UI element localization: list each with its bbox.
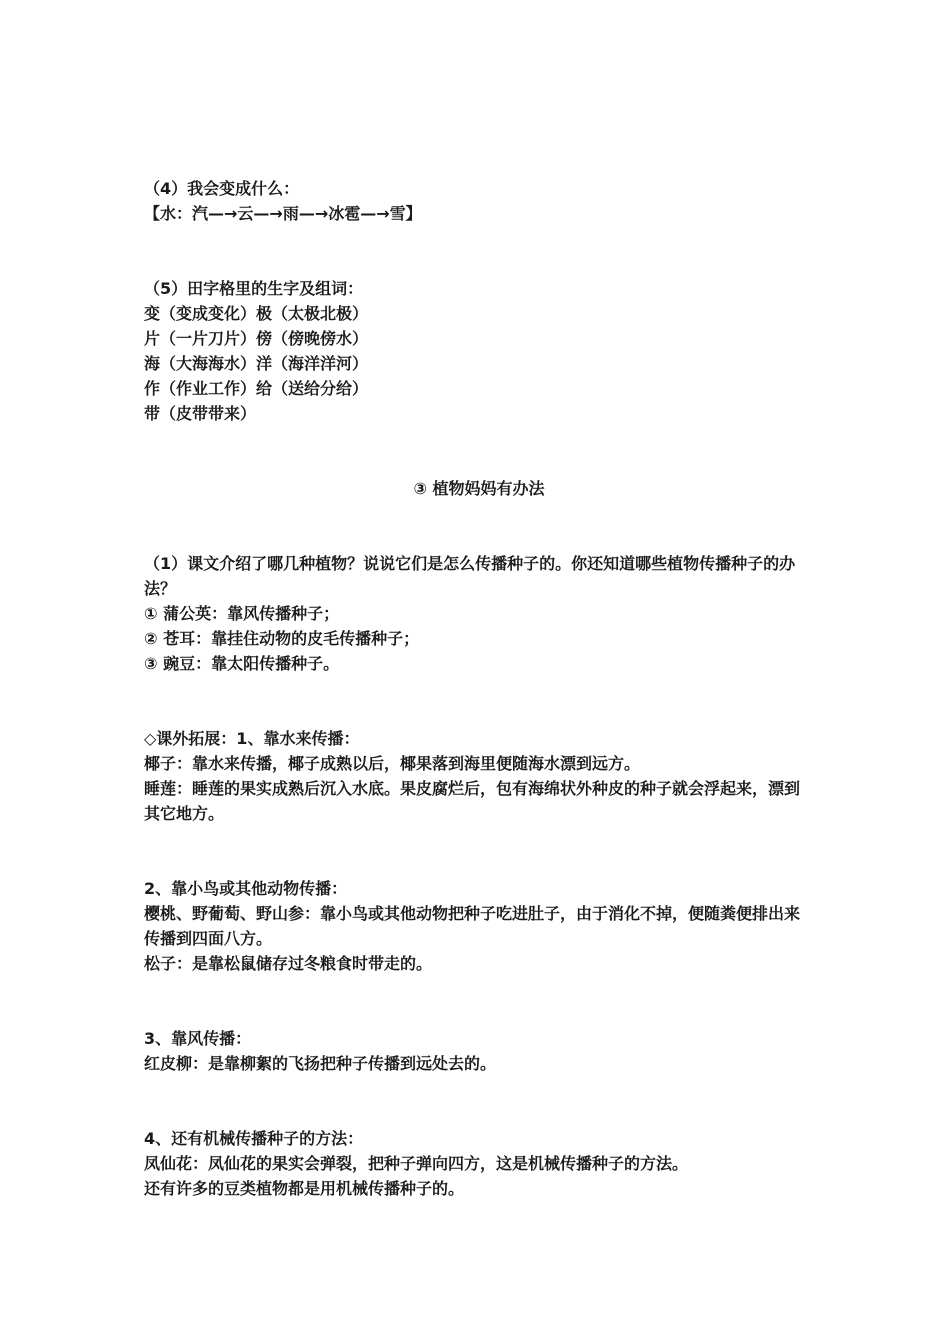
answer-line: ③ 豌豆：靠太阳传播种子。 <box>144 654 340 673</box>
vocab-line: 作（作业工作）给（送给分给） <box>144 379 369 398</box>
coconut-line: 椰子：靠水来传播，椰子成熟以后，椰果落到海里便随海水漂到远方。 <box>144 754 641 773</box>
section5-heading: （5）田字格里的生字及组词： <box>144 279 364 298</box>
section4-heading: （4）我会变成什么： <box>144 179 300 198</box>
balsam-line: 凤仙花：凤仙花的果实会弹裂，把种子弹向四方，这是机械传播种子的方法。 <box>144 1154 689 1173</box>
cherry-line: 樱桃、野葡萄、野山参：靠小鸟或其他动物把种子吃进肚子，由于消化不掉，便随粪便排出来传播到四面八方。 <box>144 904 801 948</box>
document-page <box>144 176 814 1201</box>
lesson-title: ③ 植物妈妈有办法 <box>413 479 545 498</box>
extension-heading: ◇课外拓展：1、靠水来传播： <box>144 729 360 748</box>
vocab-line: 海（大海海水）洋（海洋洋河） <box>144 354 369 373</box>
willow-line: 红皮柳：是靠柳絮的飞扬把种子传播到远处去的。 <box>144 1054 497 1073</box>
beans-line: 还有许多的豆类植物都是用机械传播种子的。 <box>144 1179 465 1198</box>
vocab-line: 变（变成变化）极（太极北极） <box>144 304 369 323</box>
answer-line: ② 苍耳：靠挂住动物的皮毛传播种子； <box>144 629 420 648</box>
question-text: （1）课文介绍了哪几种植物？说说它们是怎么传播种子的。你还知道哪些植物传播种子的办法？ <box>144 554 796 598</box>
waterlily-line: 睡莲：睡莲的果实成熟后沉入水底。果皮腐烂后，包有海绵状外种皮的种子就会浮起来，漂到其它地方。 <box>144 779 801 823</box>
wind-heading: 3、靠风传播： <box>144 1029 252 1048</box>
answer-line: ① 蒲公英：靠风传播种子； <box>144 604 340 623</box>
vocab-line: 带（皮带带来） <box>144 404 257 423</box>
water-cycle-line: 【水：汽—→云—→雨—→冰雹—→雪】 <box>144 204 422 223</box>
animals-heading: 2、靠小鸟或其他动物传播： <box>144 879 348 898</box>
pine-line: 松子：是靠松鼠储存过冬粮食时带走的。 <box>144 954 433 973</box>
vocab-line: 片（一片刀片）傍（傍晚傍水） <box>144 329 369 348</box>
mechanical-heading: 4、还有机械传播种子的方法： <box>144 1129 364 1148</box>
